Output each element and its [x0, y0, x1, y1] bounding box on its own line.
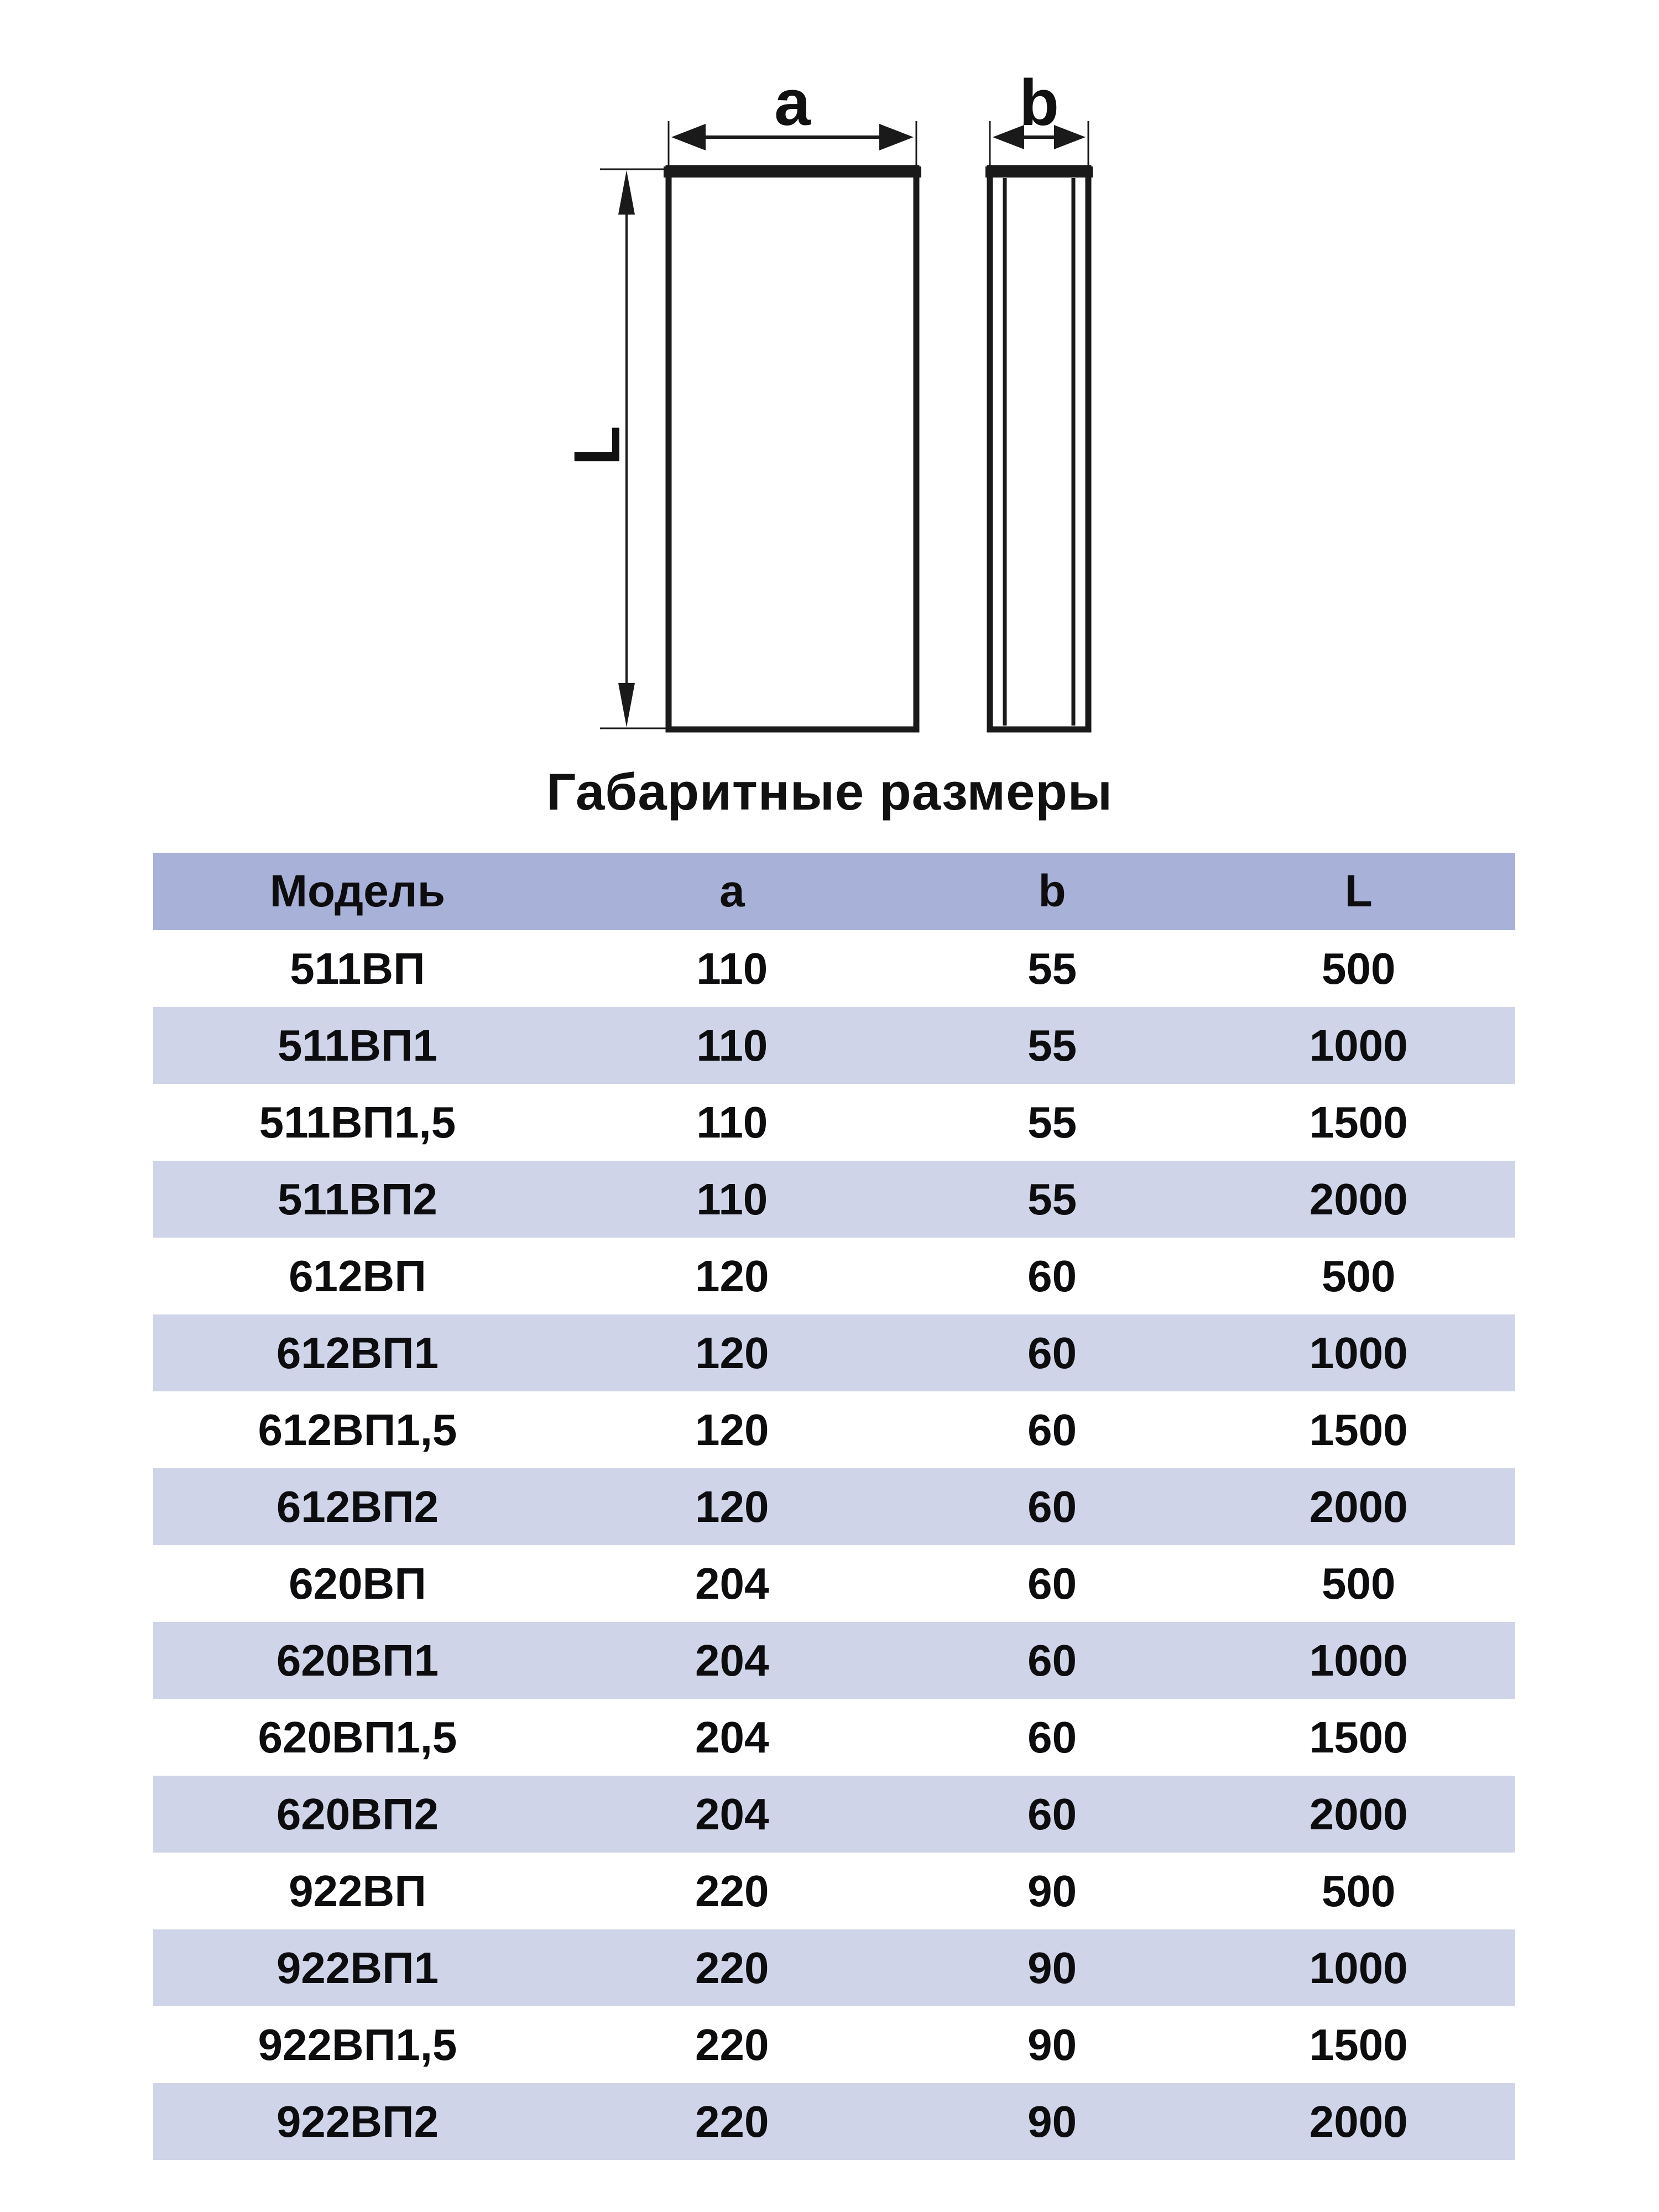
cell-b: 90	[1027, 1943, 1077, 1992]
cell-model: 612ВП1,5	[258, 1405, 457, 1454]
cell-l: 1500	[1309, 2020, 1408, 2069]
cell-b: 55	[1027, 1020, 1077, 1070]
cell-b: 60	[1027, 1405, 1077, 1454]
cell-l: 500	[1322, 1251, 1396, 1301]
header-model: Модель	[153, 853, 562, 930]
cell-model: 620ВП1	[276, 1635, 439, 1685]
table-row	[153, 2083, 1515, 2160]
cell-model: 620ВП	[289, 1558, 426, 1608]
table-header-row	[153, 853, 1515, 930]
cell-l: 2000	[1309, 1174, 1408, 1224]
table-row	[153, 1468, 1515, 1545]
cell-l: 1000	[1309, 1635, 1408, 1685]
cell-b: 55	[1027, 943, 1077, 993]
cell-a: 204	[695, 1635, 769, 1685]
cell-b: 60	[1027, 1635, 1077, 1685]
cell-b: 60	[1027, 1789, 1077, 1839]
dimensions-table	[153, 853, 1515, 2160]
cell-model: 612ВП1	[276, 1328, 439, 1378]
table-row	[153, 2006, 1515, 2083]
cell-l: 1500	[1309, 1097, 1408, 1147]
cell-model: 612ВП	[289, 1251, 426, 1301]
cell-a: 204	[695, 1558, 769, 1608]
cell-a: 110	[696, 1174, 768, 1224]
header-a: a	[562, 853, 902, 930]
cell-b: 60	[1027, 1251, 1077, 1301]
cell-model: 922ВП	[289, 1866, 426, 1916]
cell-a: 220	[695, 2020, 769, 2069]
cell-b: 60	[1027, 1558, 1077, 1608]
cell-a: 220	[695, 1943, 769, 1992]
table-row	[153, 930, 1515, 1007]
table-row	[153, 1391, 1515, 1468]
cell-l: 1000	[1309, 1943, 1408, 1992]
cell-a: 204	[695, 1712, 769, 1762]
cell-model: 620ВП2	[276, 1789, 439, 1839]
cell-a: 110	[696, 1097, 768, 1147]
cell-a: 120	[695, 1405, 769, 1454]
dimension-drawing	[553, 66, 1106, 752]
cell-model: 620ВП1,5	[258, 1712, 457, 1762]
cell-a: 220	[695, 2096, 769, 2146]
side-view	[985, 168, 1093, 729]
cell-model: 922ВП1,5	[258, 2020, 457, 2069]
cell-b: 60	[1027, 1328, 1077, 1378]
cell-model: 612ВП2	[276, 1481, 439, 1531]
cell-b: 90	[1027, 2020, 1077, 2069]
cell-a: 120	[695, 1481, 769, 1531]
cell-model: 511ВП	[290, 943, 425, 993]
cell-a: 120	[695, 1251, 769, 1301]
cell-l: 1000	[1309, 1020, 1408, 1070]
dim-label-l: L	[561, 425, 634, 466]
table-row	[153, 1929, 1515, 2006]
cell-b: 90	[1027, 1866, 1077, 1916]
cell-l: 500	[1322, 943, 1396, 993]
cell-b: 90	[1027, 2096, 1077, 2146]
table-row	[153, 1084, 1515, 1161]
table-row	[153, 1853, 1515, 1929]
cell-a: 204	[695, 1789, 769, 1839]
table-row	[153, 1776, 1515, 1853]
table-row	[153, 1314, 1515, 1391]
table-row	[153, 1007, 1515, 1084]
cell-a: 110	[696, 943, 768, 993]
dim-label-b: b	[1019, 66, 1060, 139]
cell-l: 1000	[1309, 1328, 1408, 1378]
cell-b: 60	[1027, 1712, 1077, 1762]
cell-b: 60	[1027, 1481, 1077, 1531]
cell-model: 511ВП1	[278, 1020, 437, 1070]
cell-l: 2000	[1309, 1789, 1408, 1839]
cell-model: 511ВП1,5	[259, 1097, 456, 1147]
cell-a: 120	[695, 1328, 769, 1378]
header-b: b	[902, 853, 1202, 930]
cell-l: 500	[1322, 1558, 1396, 1608]
cell-model: 511ВП2	[278, 1174, 437, 1224]
cell-a: 110	[696, 1020, 768, 1070]
table-row	[153, 1161, 1515, 1238]
cell-model: 922ВП1	[276, 1943, 439, 1992]
cell-l: 2000	[1309, 1481, 1408, 1531]
header-l: L	[1202, 853, 1516, 930]
cell-l: 1500	[1309, 1712, 1408, 1762]
table-row	[153, 1622, 1515, 1699]
drawing-caption: Габаритные размеры	[546, 763, 1113, 821]
cell-l: 500	[1322, 1866, 1396, 1916]
front-view	[664, 168, 921, 729]
cell-b: 55	[1027, 1174, 1077, 1224]
cell-a: 220	[695, 1866, 769, 1916]
table-row	[153, 1238, 1515, 1314]
table-row	[153, 1545, 1515, 1622]
dim-label-a: a	[774, 66, 811, 139]
cell-l: 2000	[1309, 2096, 1408, 2146]
cell-l: 1500	[1309, 1405, 1408, 1454]
cell-model: 922ВП2	[276, 2096, 439, 2146]
cell-b: 55	[1027, 1097, 1077, 1147]
table-row	[153, 1699, 1515, 1776]
